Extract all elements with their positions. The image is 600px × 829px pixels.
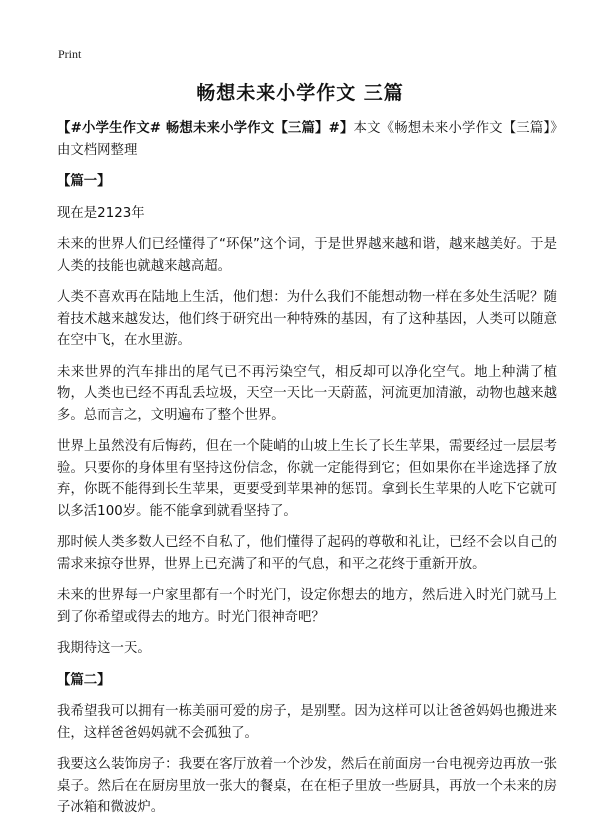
- article-body: [57, 118, 557, 829]
- paragraph: 我希望我可以拥有一栋美丽可爱的房子，是别墅。因为这样可以让爸爸妈妈也搬进来住，这样爸爸妈妈就不会孤独了。: [57, 704, 557, 741]
- paragraph: 我要这么装饰房子：我要在客厅放着一个沙发，然后在前面房一台电视旁边再放一张桌子。然后在在厨房里放一张大的餐桌，在在柜子里放一些厨具，再放一个未来的房子冰箱和微波炉。: [57, 757, 557, 815]
- paragraph: 未来的世界每一户家里都有一个时光门，设定你想去的地方，然后进入时光门就马上到了你希望或得去的地方。时光门很神奇吧？: [57, 588, 557, 625]
- print-link[interactable]: Print: [58, 47, 82, 61]
- intro-tags: 【#小学生作文# 畅想未来小学作文【三篇】#】: [57, 121, 354, 136]
- intro-source: 本文《畅想未来小学作文【三篇】》由文档网整理: [57, 121, 557, 158]
- paragraph: 未来世界的汽车排出的尾气已不再污染空气，相反却可以净化空气。地上种满了植物，人类也已经不再乱丢垃圾，天空一天比一天蔚蓝，河流更加清澈，动物也越来越多。总而言之，文明遍布了整个世界。: [57, 364, 557, 423]
- paragraph: 现在是2123年: [57, 205, 145, 221]
- paragraph: 那时候人类多数人已经不自私了，他们懂得了起码的尊敬和礼让，已经不会以自己的需求来掠夺世界，世界上已充满了和平的气息，和平之花终于重新开放。: [57, 535, 557, 572]
- page-title: 畅想未来小学作文 三篇: [196, 82, 404, 104]
- intro-line: [57, 118, 557, 161]
- paragraph: 人类不喜欢再在陆地上生活，他们想：为什么我们不能想动物一样在多处生活呢？随着技术越来越发达，他们终于研究出一种特殊的基因，有了这种基因，人类可以随意在空中飞，在水里游。: [57, 290, 557, 348]
- paragraph: 未来的世界人们已经懂得了“环保”这个词，于是世界越来越和谐，越来越美好。于是人类的技能也就越来越高超。: [57, 237, 557, 274]
- paragraph: 我期待这一天。: [57, 641, 151, 656]
- section-heading-2: 【篇二】: [57, 672, 111, 688]
- section-heading-1: 【篇一】: [57, 174, 111, 189]
- paragraph: 世界上虽然没有后悔药，但在一个陡峭的山坡上生长了长生苹果，需要经过一层层考验。只要你的身体里有坚持这份信念，你就一定能得到它；但如果你在半途选择了放弃，你既不能得到长生苹果，更要受到苹果神的惩罚。拿到长生苹果的人吃下它就可以多活100岁。能不能拿到就看坚持了。: [57, 439, 557, 519]
